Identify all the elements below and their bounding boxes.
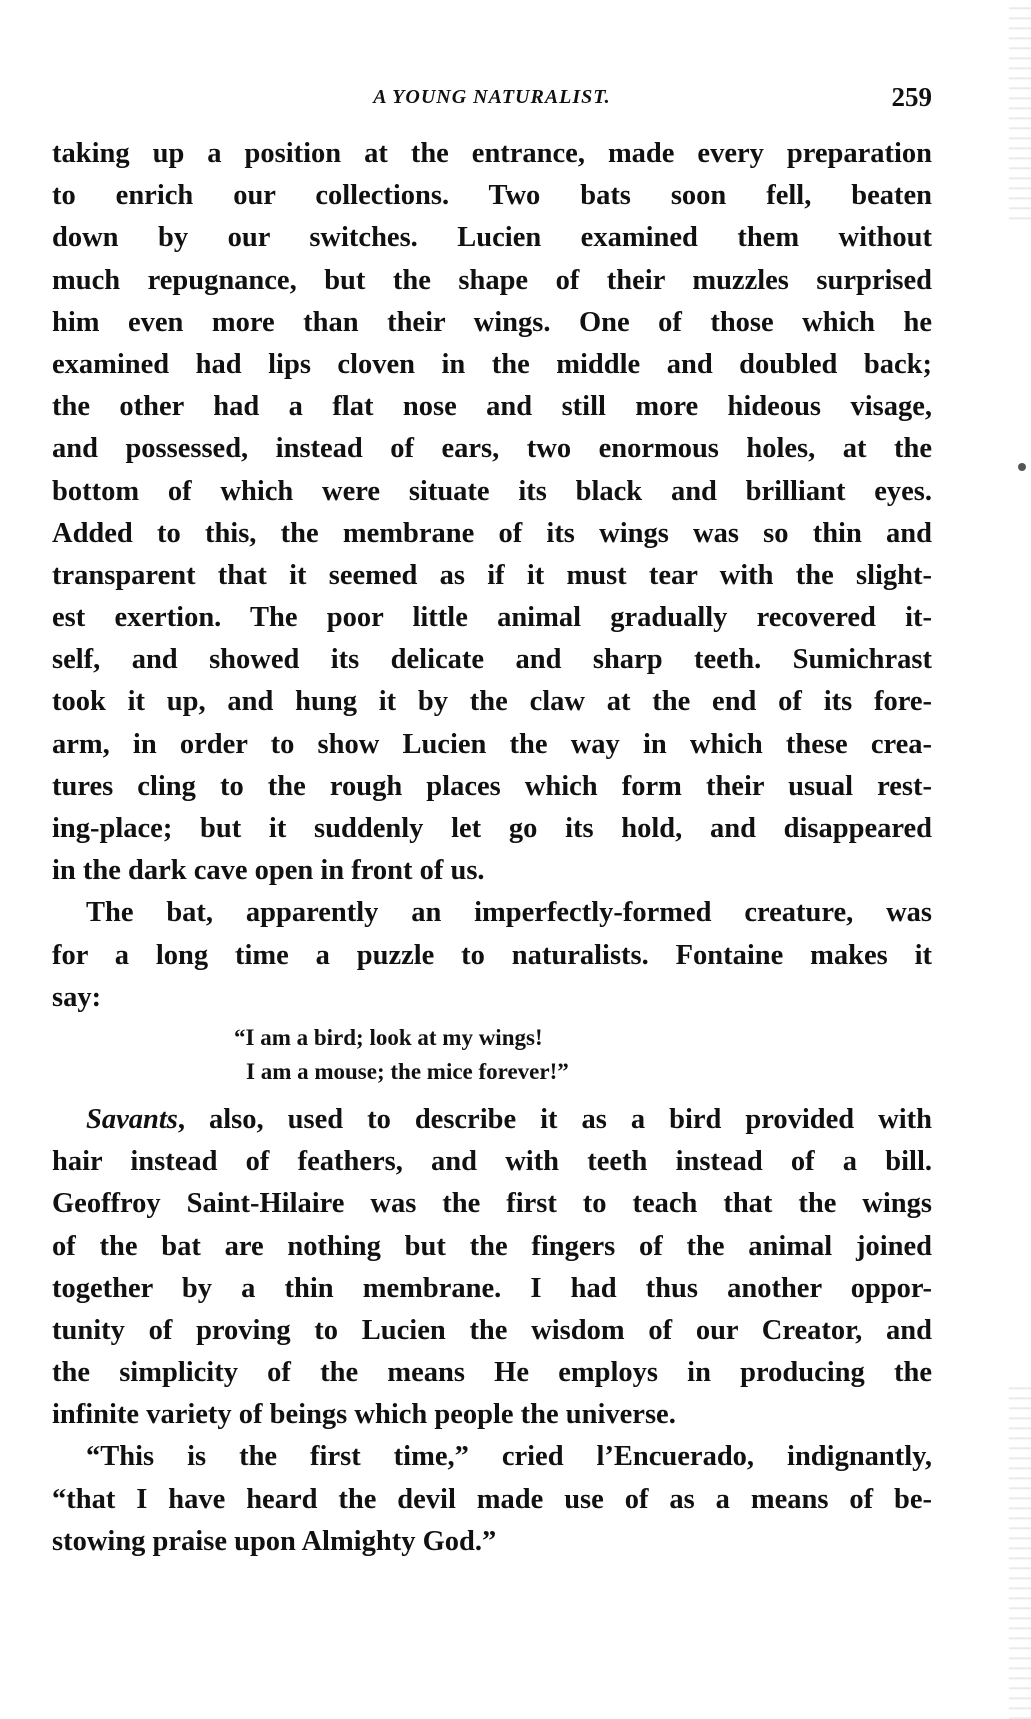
running-head [52, 78, 932, 112]
paragraph-1 [52, 133, 932, 892]
text-line: tures cling to the rough places which form their usual rest- [52, 770, 932, 802]
scan-edge-noise [1009, 1380, 1031, 1719]
text-line: the other had a flat nose and still more hideous visage, [52, 391, 932, 423]
text-line: ing-place; but it suddenly let go its hold, and disappeared [52, 813, 932, 844]
text-line: Added to this, the membrane of its wings was so thin and [52, 517, 932, 549]
paragraph-2 [52, 892, 932, 1019]
text-line: taking up a position at the entrance, made every preparation [52, 138, 932, 169]
text-line: arm, in order to show Lucien the way in which these crea- [52, 728, 932, 760]
text-line: together by a thin membrane. I had thus another oppor- [52, 1272, 932, 1304]
paragraph-4 [52, 1436, 932, 1563]
text-line: infinite variety of beings which people the universe. [52, 1399, 676, 1431]
paragraph-3 [52, 1099, 932, 1437]
text-line: transparent that it seemed as if it must tear with the slight- [52, 559, 932, 591]
text-line: bottom of which were situate its black and brilliant eyes. [52, 475, 932, 507]
text-line: examined had lips cloven in the middle and doubled back; [52, 348, 932, 380]
running-title: A YOUNG NATURALIST. [373, 86, 611, 108]
text-line: est exertion. The poor little animal gradually recovered it- [52, 602, 932, 634]
text-line: for a long time a puzzle to naturalists. Fontaine makes it [52, 939, 932, 971]
text-line: say: [52, 981, 102, 1013]
text-line [52, 1099, 932, 1141]
text-line: him even more than their wings. One of those which he [52, 306, 932, 338]
text-fragment: , also, used to describe it as a bird provided with [177, 1103, 932, 1135]
text-line: in the dark cave open in front of us. [52, 855, 485, 887]
page-number: 259 [891, 82, 932, 112]
text-line: took it up, and hung it by the claw at the end of its fore- [52, 686, 932, 718]
text-line: “This is the first time,” cried l’Encuerado, indignantly, [86, 1441, 932, 1473]
text-line: self, and showed its delicate and sharp teeth. Sumichrast [52, 644, 932, 676]
body-text [52, 133, 932, 1563]
text-line: hair instead of feathers, and with teeth instead of a bill. [52, 1146, 932, 1178]
text-line: Geoffroy Saint-Hilaire was the first to teach that the wings [52, 1188, 932, 1220]
text-line: and possessed, instead of ears, two enormous holes, at the [52, 433, 932, 465]
italic-word: Savants [86, 1103, 178, 1135]
text-line: much repugnance, but the shape of their muzzles surprised [52, 264, 932, 296]
text-line: down by our switches. Lucien examined them without [52, 222, 932, 254]
scan-edge-noise [1009, 0, 1031, 220]
text-line: the simplicity of the means He employs in producing the [52, 1357, 932, 1389]
ink-speck [1018, 463, 1026, 471]
text-line: “that I have heard the devil made use of as a means of be- [52, 1483, 932, 1515]
text-line: The bat, apparently an imperfectly-formed creature, was [86, 897, 932, 929]
text-line: of the bat are nothing but the fingers of the animal joined [52, 1230, 932, 1262]
text-line: tunity of proving to Lucien the wisdom of our Creator, and [52, 1314, 932, 1346]
verse-quotation [52, 1021, 932, 1089]
text-line: stowing praise upon Almighty God.” [52, 1525, 497, 1557]
verse-line: “I am a bird; look at my wings! [234, 1024, 543, 1050]
text-line: to enrich our collections. Two bats soon fell, beaten [52, 180, 932, 212]
verse-line: I am a mouse; the mice forever!” [246, 1058, 569, 1084]
